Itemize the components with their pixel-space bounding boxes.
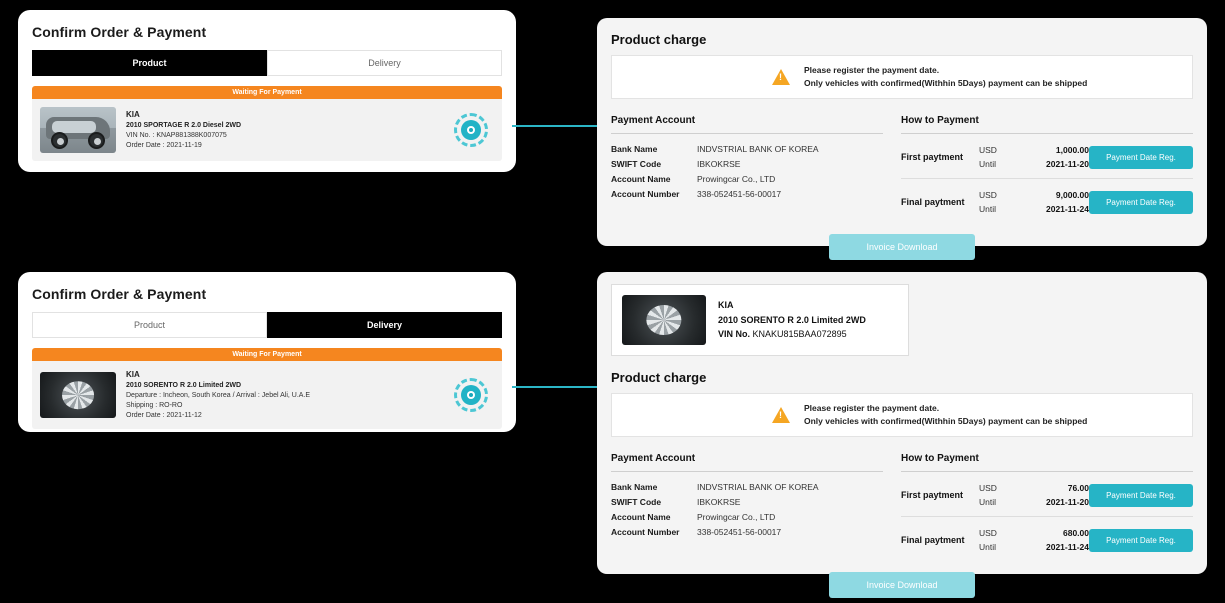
- vin-value: KNAKU815BAA072895: [752, 329, 847, 340]
- panel-columns: [611, 453, 1193, 554]
- swift-code-label: SWIFT Code: [611, 159, 662, 170]
- vehicle-shipping: Shipping : RO-RO: [126, 401, 183, 409]
- first-payment-figures: [979, 143, 1089, 171]
- until-row: [979, 540, 1089, 554]
- notice-text: [804, 402, 1087, 428]
- vehicle-brand: KIA: [126, 109, 140, 119]
- click-target-marker[interactable]: [454, 378, 488, 412]
- until-date: 2021-11-20: [1045, 497, 1089, 508]
- vehicle-row[interactable]: [32, 99, 502, 161]
- vehicle-vin: VIN No. : KNAP881388K007075: [126, 131, 227, 139]
- bank-name-label: Bank Name: [611, 144, 658, 155]
- bank-name-value: INDVSTRIAL BANK OF KOREA: [697, 482, 819, 493]
- order-card-delivery: [18, 272, 516, 432]
- swift-code-value: IBKOKRSE: [697, 497, 741, 508]
- until-label: Until: [979, 542, 997, 553]
- vehicle-brand: KIA: [126, 370, 140, 379]
- amount-value: 680.00: [1063, 528, 1089, 539]
- account-number-label: Account Number: [611, 189, 680, 200]
- order-tabs: [32, 312, 502, 338]
- notice-line-2: Only vehicles with confirmed(Withhin 5Days) payment can be shipped: [804, 78, 1088, 89]
- until-date: 2021-11-24: [1045, 204, 1089, 215]
- account-row: [611, 512, 883, 522]
- vehicle-model: 2010 SORENTO R 2.0 Limited 2WD: [126, 381, 242, 389]
- tab-delivery[interactable]: Delivery: [267, 50, 502, 76]
- first-payment-label: First paytment: [901, 152, 964, 163]
- until-date: 2021-11-24: [1045, 542, 1089, 553]
- vin-label: VIN No.: [718, 329, 751, 340]
- vehicle-brand: KIA: [718, 300, 734, 311]
- how-to-payment-section: [897, 115, 1193, 216]
- vehicle-summary-info: [718, 298, 866, 341]
- vehicle-row[interactable]: [32, 361, 502, 429]
- wheel-closeup-image: [40, 372, 116, 418]
- final-payment-row: [901, 526, 1193, 554]
- wheel-closeup-image: [622, 295, 706, 345]
- first-payment-figures: [979, 481, 1089, 509]
- amount-row: [979, 188, 1089, 202]
- payment-account-table: [611, 482, 883, 537]
- first-payment-date-reg-button[interactable]: Payment Date Reg.: [1089, 146, 1193, 169]
- final-payment-figures: [979, 188, 1089, 216]
- notice-line-1: Please register the payment date.: [804, 403, 940, 413]
- swift-code-value: IBKOKRSE: [697, 159, 741, 170]
- status-badge: Waiting For Payment: [32, 348, 502, 361]
- payment-notice: [611, 393, 1193, 437]
- account-row: [611, 144, 883, 154]
- tab-product[interactable]: Product: [32, 50, 267, 76]
- product-charge-panel-2: [597, 272, 1207, 591]
- account-name-label: Account Name: [611, 512, 671, 523]
- account-name-label: Account Name: [611, 174, 671, 185]
- vehicle-model: 2010 SORENTO R 2.0 Limited 2WD: [718, 314, 866, 325]
- final-payment-row: [901, 188, 1193, 216]
- warning-icon: [772, 69, 790, 85]
- notice-line-2: Only vehicles with confirmed(Withhin 5Days) payment can be shipped: [804, 416, 1088, 427]
- currency-label: USD: [979, 483, 997, 494]
- front-wheel-icon: [51, 132, 68, 149]
- order-tabs: [32, 50, 502, 76]
- panel-title: Product charge: [611, 370, 707, 385]
- amount-row: [979, 526, 1089, 540]
- order-card-product: [18, 10, 516, 172]
- how-to-payment-section: [897, 453, 1193, 554]
- account-row: [611, 497, 883, 507]
- vehicle-photo: [40, 107, 116, 153]
- payment-divider: [901, 178, 1193, 179]
- target-core: [469, 128, 473, 132]
- click-target-marker[interactable]: [454, 113, 488, 147]
- first-payment-row: [901, 481, 1193, 509]
- vehicle-info: [126, 109, 241, 151]
- currency-label: USD: [979, 145, 997, 156]
- vehicle-info: [126, 369, 310, 421]
- until-row: [979, 202, 1089, 216]
- vehicle-model: 2010 SPORTAGE R 2.0 Diesel 2WD: [126, 121, 242, 129]
- first-payment-label: First paytment: [901, 490, 964, 501]
- until-label: Until: [979, 497, 997, 508]
- final-payment-label: Final paytment: [901, 197, 965, 208]
- account-name-value: Prowingcar Co., LTD: [697, 174, 776, 185]
- swift-code-label: SWIFT Code: [611, 497, 662, 508]
- amount-value: 76.00: [1067, 483, 1089, 494]
- payment-account-table: [611, 144, 883, 199]
- amount-value: 1,000.00: [1055, 145, 1089, 156]
- final-payment-date-reg-button[interactable]: Payment Date Reg.: [1089, 529, 1193, 552]
- product-charge-panel-1: [597, 18, 1207, 253]
- vehicle-photo: [40, 372, 116, 418]
- payment-account-heading: Payment Account: [611, 453, 883, 472]
- vehicle-route: Departure : Incheon, South Korea / Arrival : Jebel Ali, U.A.E: [126, 391, 311, 399]
- vehicle-photo: [622, 295, 706, 345]
- payment-account-heading: Payment Account: [611, 115, 883, 134]
- status-badge: Waiting For Payment: [32, 86, 502, 99]
- first-payment-date-reg-button[interactable]: Payment Date Reg.: [1089, 484, 1193, 507]
- account-row: [611, 174, 883, 184]
- final-payment-label: Final paytment: [901, 535, 965, 546]
- bank-name-value: INDVSTRIAL BANK OF KOREA: [697, 144, 819, 155]
- how-to-payment-heading: How to Payment: [901, 115, 1193, 134]
- account-row: [611, 189, 883, 199]
- currency-label: USD: [979, 528, 997, 539]
- how-to-payment-heading: How to Payment: [901, 453, 1193, 472]
- amount-value: 9,000.00: [1055, 190, 1089, 201]
- final-payment-date-reg-button[interactable]: Payment Date Reg.: [1089, 191, 1193, 214]
- notice-text: [804, 64, 1087, 90]
- vehicle-order-date: Order Date : 2021-11-12: [126, 412, 202, 420]
- bank-name-label: Bank Name: [611, 482, 658, 493]
- payment-account-section: [611, 453, 897, 554]
- tab-product[interactable]: Product: [32, 312, 267, 338]
- payment-notice: [611, 55, 1193, 99]
- vehicle-order-date: Order Date : 2021-11-19: [126, 141, 202, 149]
- account-name-value: Prowingcar Co., LTD: [697, 512, 776, 523]
- page-title: Confirm Order & Payment: [32, 24, 207, 40]
- until-label: Until: [979, 204, 997, 215]
- amount-row: [979, 481, 1089, 495]
- target-core: [469, 393, 473, 397]
- until-row: [979, 495, 1089, 509]
- connector-line-1: [512, 125, 604, 127]
- account-number-value: 338-052451-56-00017: [697, 527, 782, 538]
- payment-divider: [901, 516, 1193, 517]
- payment-account-section: [611, 115, 897, 216]
- page-title: Confirm Order & Payment: [32, 286, 207, 302]
- until-date: 2021-11-20: [1045, 159, 1089, 170]
- panel-columns: [611, 115, 1193, 216]
- until-row: [979, 157, 1089, 171]
- invoice-download-button[interactable]: Invoice Download: [829, 572, 975, 598]
- notice-line-1: Please register the payment date.: [804, 65, 940, 75]
- account-row: [611, 159, 883, 169]
- connector-line-2: [512, 386, 604, 388]
- warning-icon: [772, 407, 790, 423]
- tab-delivery[interactable]: Delivery: [267, 312, 502, 338]
- invoice-download-button[interactable]: Invoice Download: [829, 234, 975, 260]
- amount-row: [979, 143, 1089, 157]
- vehicle-vin-row: [718, 327, 866, 341]
- account-number-label: Account Number: [611, 527, 680, 538]
- panel-title: Product charge: [611, 32, 707, 47]
- currency-label: USD: [979, 190, 997, 201]
- final-payment-figures: [979, 526, 1089, 554]
- suv-image: [40, 107, 116, 153]
- vehicle-summary-card: [611, 284, 909, 356]
- account-row: [611, 482, 883, 492]
- until-label: Until: [979, 159, 997, 170]
- account-number-value: 338-052451-56-00017: [697, 189, 782, 200]
- account-row: [611, 527, 883, 537]
- first-payment-row: [901, 143, 1193, 171]
